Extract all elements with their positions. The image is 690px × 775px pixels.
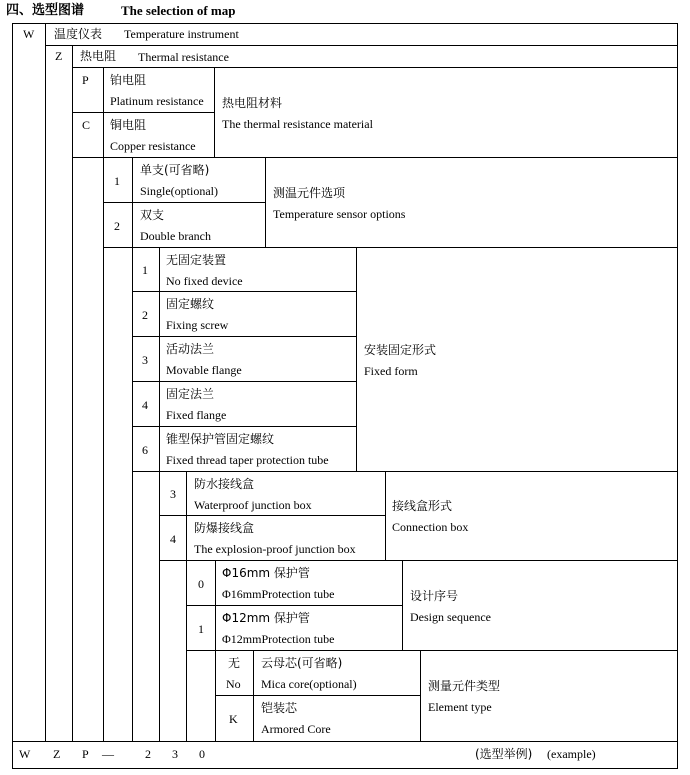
rule xyxy=(132,381,356,382)
rule xyxy=(103,247,678,248)
element-label-zh: 测量元件类型 xyxy=(428,679,501,693)
material-c-zh: 铜电阻 xyxy=(110,118,147,132)
rule xyxy=(186,471,187,741)
code-box-4: 4 xyxy=(170,532,176,546)
rule xyxy=(45,23,46,741)
code-wu: 无 xyxy=(228,656,241,670)
code-no: No xyxy=(226,677,241,691)
fixed-item-en: Fixing screw xyxy=(166,318,229,332)
example-code: W xyxy=(19,747,31,761)
rule xyxy=(385,471,386,560)
rule xyxy=(420,650,421,741)
rule xyxy=(265,157,266,247)
code-design-1: 1 xyxy=(198,622,204,636)
fixed-item-zh: 锥型保护管固定螺纹 xyxy=(166,432,275,446)
code-sensor-1: 1 xyxy=(114,174,120,188)
code-fixed-1: 1 xyxy=(142,263,148,277)
code-fixed-4: 4 xyxy=(142,398,148,412)
box-item-zh: 防水接线盒 xyxy=(194,477,255,491)
rule xyxy=(402,560,403,650)
rule xyxy=(72,45,73,741)
example-code: 3 xyxy=(172,747,178,761)
box-item-en: The explosion-proof junction box xyxy=(194,542,356,556)
fixed-item-en: Fixed thread taper protection tube xyxy=(166,453,329,467)
fixed-item-en: Movable flange xyxy=(166,363,242,377)
element-item-en: Armored Core xyxy=(261,722,331,736)
design-item-zh: Φ16mm 保护管 xyxy=(222,566,310,580)
fixed-item-zh: 无固定装置 xyxy=(166,253,227,267)
rule xyxy=(159,515,385,516)
sensor-label-zh: 测温元件选项 xyxy=(273,186,346,200)
code-c: C xyxy=(82,118,91,132)
rule xyxy=(159,560,678,561)
example-label-en: (example) xyxy=(547,747,596,761)
rule xyxy=(132,291,356,292)
code-design-0: 0 xyxy=(198,577,204,591)
level1-zh: 温度仪表 xyxy=(54,27,103,41)
level2-en: Thermal resistance xyxy=(138,50,229,64)
rule xyxy=(72,67,678,68)
code-z: Z xyxy=(55,49,63,63)
design-label-zh: 设计序号 xyxy=(410,589,459,603)
code-box-3: 3 xyxy=(170,487,176,501)
rule xyxy=(103,67,104,741)
code-fixed-3: 3 xyxy=(142,353,148,367)
fixed-label-en: Fixed form xyxy=(364,364,418,378)
rule xyxy=(72,157,678,158)
fixed-item-zh: 固定螺纹 xyxy=(166,297,215,311)
rule xyxy=(103,202,265,203)
rule xyxy=(214,67,215,157)
rule xyxy=(215,695,420,696)
code-w: W xyxy=(23,27,35,41)
material-c-en: Copper resistance xyxy=(110,139,196,153)
code-p: P xyxy=(82,73,89,87)
box-item-zh: 防爆接线盒 xyxy=(194,521,255,535)
design-item-en: Φ12mmProtection tube xyxy=(222,632,335,646)
border-left xyxy=(12,23,13,769)
sensor-single-en: Single(optional) xyxy=(140,184,218,198)
rule xyxy=(45,45,678,46)
example-code: Z xyxy=(53,747,61,761)
rule xyxy=(132,426,356,427)
rule xyxy=(186,605,402,606)
element-item-en: Mica core(optional) xyxy=(261,677,357,691)
border-bottom xyxy=(12,768,678,769)
fixed-item-en: No fixed device xyxy=(166,274,243,288)
example-code: 2 xyxy=(145,747,151,761)
code-k: K xyxy=(229,712,238,726)
example-dash: — xyxy=(102,747,114,761)
material-label-en: The thermal resistance material xyxy=(222,117,373,131)
level1-en: Temperature instrument xyxy=(124,27,239,41)
heading-zh: 四、选型图谱 xyxy=(6,3,85,18)
example-code: P xyxy=(82,747,89,761)
level2-zh: 热电阻 xyxy=(80,49,117,63)
element-item-zh: 云母芯(可省略) xyxy=(261,656,343,670)
rule xyxy=(159,247,160,741)
border-top xyxy=(12,23,678,24)
heading-en: The selection of map xyxy=(121,3,236,18)
example-label-zh: (选型举例) xyxy=(475,747,533,761)
rule xyxy=(72,112,214,113)
border-right xyxy=(677,23,678,769)
rule xyxy=(356,247,357,471)
fixed-item-zh: 固定法兰 xyxy=(166,387,215,401)
rule xyxy=(12,741,678,742)
material-p-en: Platinum resistance xyxy=(110,94,204,108)
code-fixed-2: 2 xyxy=(142,308,148,322)
rule xyxy=(132,157,133,741)
rule xyxy=(132,336,356,337)
code-fixed-6: 6 xyxy=(142,443,148,457)
sensor-single-zh: 单支(可省略) xyxy=(140,163,210,177)
design-label-en: Design sequence xyxy=(410,610,491,624)
fixed-item-en: Fixed flange xyxy=(166,408,227,422)
fixed-label-zh: 安装固定形式 xyxy=(364,343,437,357)
design-item-en: Φ16mmProtection tube xyxy=(222,587,335,601)
box-label-en: Connection box xyxy=(392,520,469,534)
example-code: 0 xyxy=(199,747,205,761)
fixed-item-zh: 活动法兰 xyxy=(166,342,215,356)
box-item-en: Waterproof junction box xyxy=(194,498,312,512)
sensor-label-en: Temperature sensor options xyxy=(273,207,406,221)
rule xyxy=(132,471,678,472)
sensor-double-en: Double branch xyxy=(140,229,211,243)
box-label-zh: 接线盒形式 xyxy=(392,499,453,513)
sensor-double-zh: 双支 xyxy=(140,208,165,222)
code-sensor-2: 2 xyxy=(114,219,120,233)
material-label-zh: 热电阻材料 xyxy=(222,96,283,110)
material-p-zh: 铂电阻 xyxy=(110,73,147,87)
element-label-en: Element type xyxy=(428,700,492,714)
design-item-zh: Φ12mm 保护管 xyxy=(222,611,310,625)
element-item-zh: 铠装芯 xyxy=(261,701,298,715)
rule xyxy=(186,650,678,651)
rule xyxy=(215,560,216,741)
rule xyxy=(253,650,254,741)
